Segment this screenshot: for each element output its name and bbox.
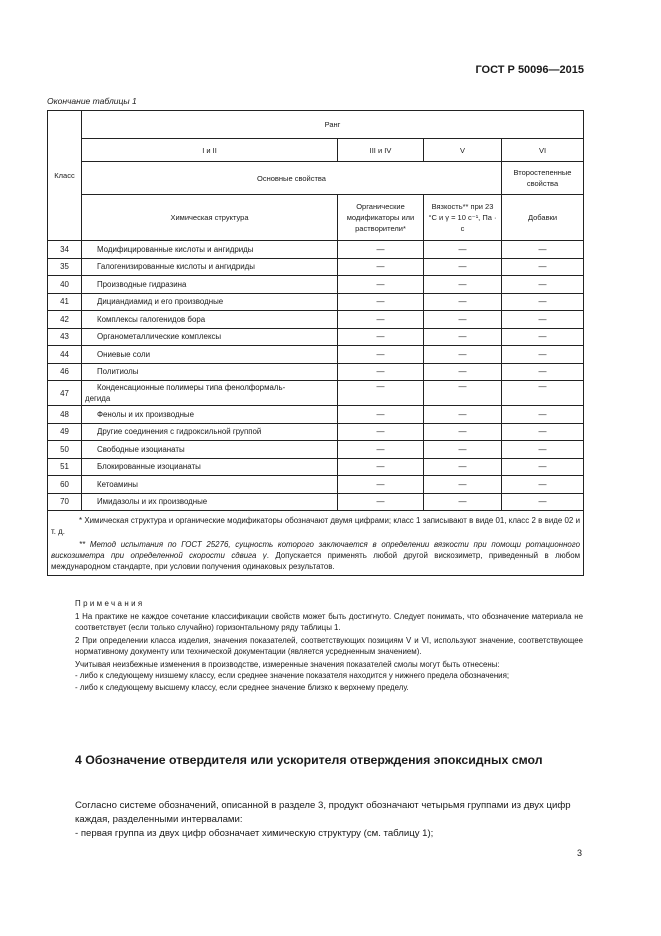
page-number: 3	[576, 848, 582, 858]
value-cell: —	[338, 441, 424, 459]
class-cell: 43	[48, 328, 82, 346]
value-cell: —	[502, 328, 584, 346]
class-cell: 42	[48, 311, 82, 329]
class-cell: 51	[48, 458, 82, 476]
value-cell: —	[502, 293, 584, 311]
value-cell: —	[424, 381, 502, 406]
value-cell: —	[338, 381, 424, 406]
chem-structure-header: Химическая структура	[82, 195, 338, 241]
value-cell: —	[338, 346, 424, 364]
value-cell: —	[502, 276, 584, 294]
secondary-props-header: Второстепенные свойства	[502, 162, 584, 195]
value-cell: —	[338, 258, 424, 276]
value-cell: —	[424, 423, 502, 441]
main-props-header: Основные свойства	[82, 162, 502, 195]
table-row	[48, 363, 584, 381]
body-paragraph-1: Согласно системе обозначений, описанной в разделе 3, продукт обозначают четырьмя группами из двух цифр каждая, разделенными интервалами:	[75, 800, 571, 825]
additives-header: Добавки	[502, 195, 584, 241]
notes-block	[75, 598, 583, 693]
value-cell: —	[502, 381, 584, 406]
class-cell: 47	[48, 381, 82, 406]
table-row	[48, 241, 584, 259]
standard-header: ГОСТ Р 50096—2015	[475, 64, 584, 76]
class-cell: 44	[48, 346, 82, 364]
table-row	[48, 458, 584, 476]
value-cell: —	[424, 328, 502, 346]
value-cell: —	[502, 423, 584, 441]
chem-structure-cell: Модифицированные кислоты и ангидриды	[82, 241, 338, 259]
table-row	[48, 476, 584, 494]
footnote-2: ** Метод испытания по ГОСТ 25276, сущность которого заключается в определении вязкости при помощи ротационного вискозиметра при определенной скорости сдвига γ. Допускается применять любой другой вискозиметр, приведенный в любом международном стандарте, при условии получения одинаковых результатов.	[51, 540, 581, 571]
classification-table	[47, 110, 584, 576]
value-cell: —	[502, 458, 584, 476]
value-cell: —	[424, 346, 502, 364]
value-cell: —	[502, 258, 584, 276]
value-cell: —	[424, 258, 502, 276]
value-cell: —	[338, 241, 424, 259]
table-row	[48, 381, 584, 406]
chem-structure-cell: Фенолы и их производные	[82, 406, 338, 424]
value-cell: —	[502, 441, 584, 459]
chem-structure-cell: Другие соединения с гидроксильной группой	[82, 423, 338, 441]
chem-structure-cell: Производные гидразина	[82, 276, 338, 294]
chem-structure-cell: Свободные изоцианаты	[82, 441, 338, 459]
footnote-1: * Химическая структура и органические модификаторы обозначают двумя цифрами; класс 1 записывают в виде 01, класс 2 в виде 02 и т. д.	[51, 516, 580, 536]
value-cell: —	[424, 241, 502, 259]
chem-structure-cell: Конденсационные полимеры типа фенолформаль- дегида	[82, 381, 338, 406]
rank-header: Ранг	[82, 111, 584, 139]
body-text	[75, 799, 583, 841]
class-cell: 46	[48, 363, 82, 381]
value-cell: —	[338, 293, 424, 311]
value-cell: —	[502, 346, 584, 364]
value-cell: —	[338, 458, 424, 476]
value-cell: —	[502, 493, 584, 511]
note-5: - либо к следующему высшему классу, если среднее значение близко к верхнему пределу.	[75, 682, 409, 692]
note-2: 2 При определении класса изделия, значения показателей, соответствующих позициям V и VI, используют значение, соответствующее нормативному документу или технической документации (является усредненным значением).	[75, 635, 583, 656]
class-cell: 34	[48, 241, 82, 259]
table-footnotes	[48, 511, 584, 576]
value-cell: —	[424, 311, 502, 329]
section-title: 4 Обозначение отвердителя или ускорителя отверждения эпоксидных смол	[75, 753, 543, 767]
organic-mod-header: Органические модификаторы или растворители*	[338, 195, 424, 241]
table-row	[48, 346, 584, 364]
value-cell: —	[502, 311, 584, 329]
note-3: Учитывая неизбежные изменения в производстве, измеренные значения показателей смолы могут быть отнесены:	[75, 659, 500, 669]
chem-structure-cell: Политиолы	[82, 363, 338, 381]
class-cell: 70	[48, 493, 82, 511]
class-cell: 48	[48, 406, 82, 424]
note-1: 1 На практике не каждое сочетание классификации свойств может быть достигнуто. Следует понимать, что обозначение материала не соответствует (если только случайно) горизонтальному ряду таблицы 1.	[75, 611, 583, 632]
table-row	[48, 493, 584, 511]
value-cell: —	[338, 311, 424, 329]
table-caption: Окончание таблицы 1	[47, 96, 137, 106]
table-row	[48, 423, 584, 441]
table-row	[48, 406, 584, 424]
chem-structure-cell: Дициандиамид и его производные	[82, 293, 338, 311]
value-cell: —	[424, 441, 502, 459]
class-cell: 60	[48, 476, 82, 494]
value-cell: —	[338, 406, 424, 424]
table-row	[48, 328, 584, 346]
viscosity-header: Вязкость** при 23 °С и γ = 10 с⁻¹, Па · с	[424, 195, 502, 241]
table-row	[48, 311, 584, 329]
note-4: - либо к следующему низшему классу, если среднее значение показателя находится у нижнего предела обозначения;	[75, 671, 510, 680]
value-cell: —	[502, 363, 584, 381]
value-cell: —	[424, 476, 502, 494]
chem-structure-cell: Блокированные изоцианаты	[82, 458, 338, 476]
chem-structure-cell: Органометаллические комплексы	[82, 328, 338, 346]
chem-structure-cell: Имидазолы и их производные	[82, 493, 338, 511]
value-cell: —	[338, 328, 424, 346]
chem-structure-cell: Ониевые соли	[82, 346, 338, 364]
class-cell: 40	[48, 276, 82, 294]
rank-col-4: VI	[502, 139, 584, 162]
value-cell: —	[338, 363, 424, 381]
rank-col-2: III и IV	[338, 139, 424, 162]
table-row	[48, 276, 584, 294]
value-cell: —	[424, 276, 502, 294]
chem-structure-cell: Комплексы галогенидов бора	[82, 311, 338, 329]
table-row	[48, 293, 584, 311]
value-cell: —	[338, 276, 424, 294]
table-row	[48, 441, 584, 459]
class-cell: 49	[48, 423, 82, 441]
value-cell: —	[338, 493, 424, 511]
value-cell: —	[502, 406, 584, 424]
table-row	[48, 258, 584, 276]
rank-col-3: V	[424, 139, 502, 162]
class-cell: 50	[48, 441, 82, 459]
value-cell: —	[424, 293, 502, 311]
value-cell: —	[338, 423, 424, 441]
value-cell: —	[424, 406, 502, 424]
class-cell: 35	[48, 258, 82, 276]
rank-col-1: I и II	[82, 139, 338, 162]
body-paragraph-2: - первая группа из двух цифр обозначает химическую структуру (см. таблицу 1);	[75, 828, 434, 839]
notes-title: Примечания	[75, 599, 145, 608]
chem-structure-cell: Галогенизированные кислоты и ангидриды	[82, 258, 338, 276]
class-header: Класс	[48, 111, 82, 241]
chem-structure-cell: Кетоамины	[82, 476, 338, 494]
value-cell: —	[424, 493, 502, 511]
value-cell: —	[502, 241, 584, 259]
value-cell: —	[338, 476, 424, 494]
value-cell: —	[424, 363, 502, 381]
value-cell: —	[424, 458, 502, 476]
value-cell: —	[502, 476, 584, 494]
class-cell: 41	[48, 293, 82, 311]
